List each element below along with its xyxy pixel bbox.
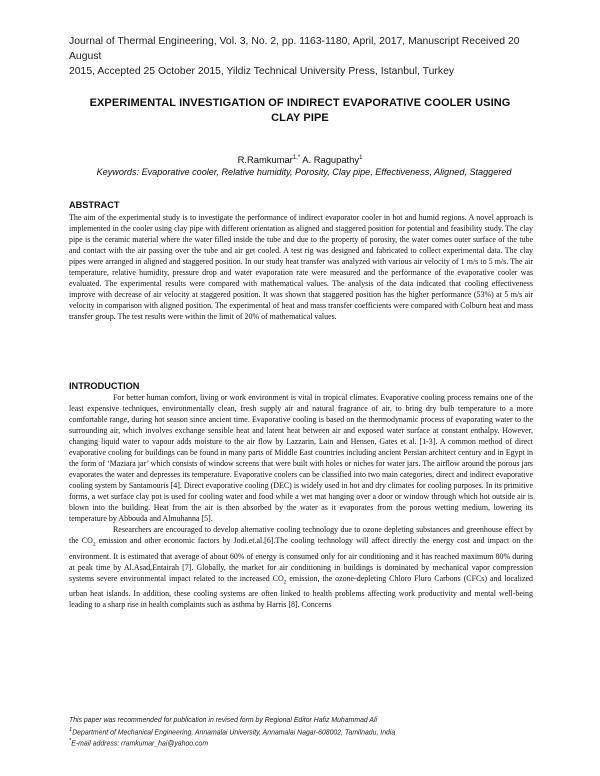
abstract-paragraph: The aim of the experimental study is to investigate the performance of indirect evaporator cooler in hot and humid regions. A novel approach is implemented in the cooler using clay pipe with different orientation as aligned and staggered position for potential and feasibility study. The clay pipe is the ceramic material where the water filled inside the tube and due to the property of porosity, the water comes outer surface of the tube and contact with the air passing over the tube and air get cooled. A test rig was designed and fabricated to collect experimental data. The clay pipes were arranged in aligned and staggered position. In our study heat transfer was analyzed with various air velocity of 1 m/s to 5 m/s. The air temperature, relative humidity, pressure drop and water evaporation rate were measured and the performance of the evaporative cooler was evaluated. The experimental results were compared with mathematical values. The analysis of the data indicated that cooling effectiveness improve with decrease of air velocity at staggered position. It was shown that staggered position has the higher performance (53%) at 5 m/s air velocity in comparison with aligned position. The experimental of heat and mass transfer coefficients were compared with Colburn heat and mass transfer group. The test results were within the limit of 20% of mathematical values. <box>69 213 533 321</box>
author-1-affiliation: 1,* <box>292 155 301 161</box>
author-list <box>60 152 540 166</box>
abstract-body <box>69 212 533 322</box>
para2-part-c: emission, the ozone-depleting Chloro Fluro Carbons (CFCs) and localized urban heat islands. In addition, these cooling systems are often linked to health problems affecting work productivity and mental well-being leading to a sharp rise in health complaints such as asthma by Harris [8]. Concerns <box>69 573 533 610</box>
para2-part-b: emission and other economic factors by Jodi.et.al.[6].The cooling technology will affect directly the energy cost and impact on the environment. It is estimated that average of about 60% of energy is consumed only for air conditioning and it has reached maximum 80% during at peak time by Al.Asad,Entairah [7]. Globally, the market for air conditioning in buildings is dominated by mechanical vapor compression systems severe environmental impact related to the increased CO <box>69 536 533 583</box>
abstract-heading: ABSTRACT <box>69 200 120 210</box>
journal-running-head <box>69 34 535 79</box>
co2-subscript-2: 2 <box>283 579 287 586</box>
para2-part-a: Researchers are encouraged to develop alternative cooling technology due to ozone depleting substances and greenhouse effect by the CO <box>69 525 533 545</box>
footnote-email: *E-mail address: rramkumar_hai@yahoo.com <box>69 738 209 748</box>
title-line-1: EXPERIMENTAL INVESTIGATION OF INDIRECT EVAPORATIVE COOLER USING <box>89 97 511 109</box>
introduction-paragraph-2 <box>69 524 533 610</box>
co2-subscript-1: 2 <box>92 541 96 548</box>
author-2: A. Ragupathy <box>302 154 360 166</box>
author-2-affiliation: 1 <box>359 155 363 161</box>
paper-title <box>60 96 540 126</box>
title-line-2: CLAY PIPE <box>271 112 329 124</box>
journal-line-1: Journal of Thermal Engineering, Vol. 3, No. 2, pp. 1163-1180, April, 2017, Manuscript Received 20 August <box>69 36 520 62</box>
footnote-affiliation: $^1$Department of Mechanical Engineering, Annamalai University, Annamalai Nagar-608002, Tamilnadu, India <box>69 726 396 736</box>
introduction-paragraph-1: For better human comfort, living or work environment is vital in tropical climates. Evaporative cooling process remains one of the least expensive techniques, environmentally clean, fresh supply air and natural fragrance of air, to bring dry bulb temperature to a more comfortable range, during hot season since ancient time. Evaporative cooling is based on the thermodynamic process of evaporating water to the surrounding air, which involves exchange sensible heat and latent heat between air and exposed water surface at constant enthalpy. However, changing liquid water to vapour adds moisture to the air flow by Lazzarin, Lain and Hensen, Gates et al. [1-3]. A common method of direct evaporative cooling for buildings can be found in many parts of Middle East countries including ancient Persian architect century and in Egypt in the form of ‘Maziara jar’ which consists of window screens that were built with holes or niches for water jars. The airflow around the porous jars evaporates the water and depresses its temperature. Evaporative coolers can be classified into two main categories, direct and indirect evaporative cooling system by Santamouris [4]. Direct evaporative cooling (DEC) is widely used in hot and dry climates for cooling purposes. In its primitive forms, a wet surface clay pot is used for cooling water and food while a wet mat hanging over a door or window through which hot outside air is blown into the building. Heat from the air is then absorbed by the water as it evaporates from the porous wetting medium, lowering its temperature by Abbouda and Almuhanna [5]. <box>69 393 533 523</box>
journal-line-2: 2015, Accepted 25 October 2015, Yildiz Technical University Press, Istanbul, Turkey <box>69 66 455 77</box>
footnotes <box>69 717 533 749</box>
introduction-heading: INTRODUCTION <box>69 381 140 391</box>
author-1: R.Ramkumar <box>237 154 293 166</box>
footnote-editor: This paper was recommended for publication in revised form by Regional Editor Hafiz Muhammad Ali <box>69 717 378 724</box>
keywords: Keywords: Evaporative cooler, Relative humidity, Porosity, Clay pipe, Effectiveness, Aligned, Staggered <box>96 167 512 177</box>
introduction-body <box>69 392 533 610</box>
